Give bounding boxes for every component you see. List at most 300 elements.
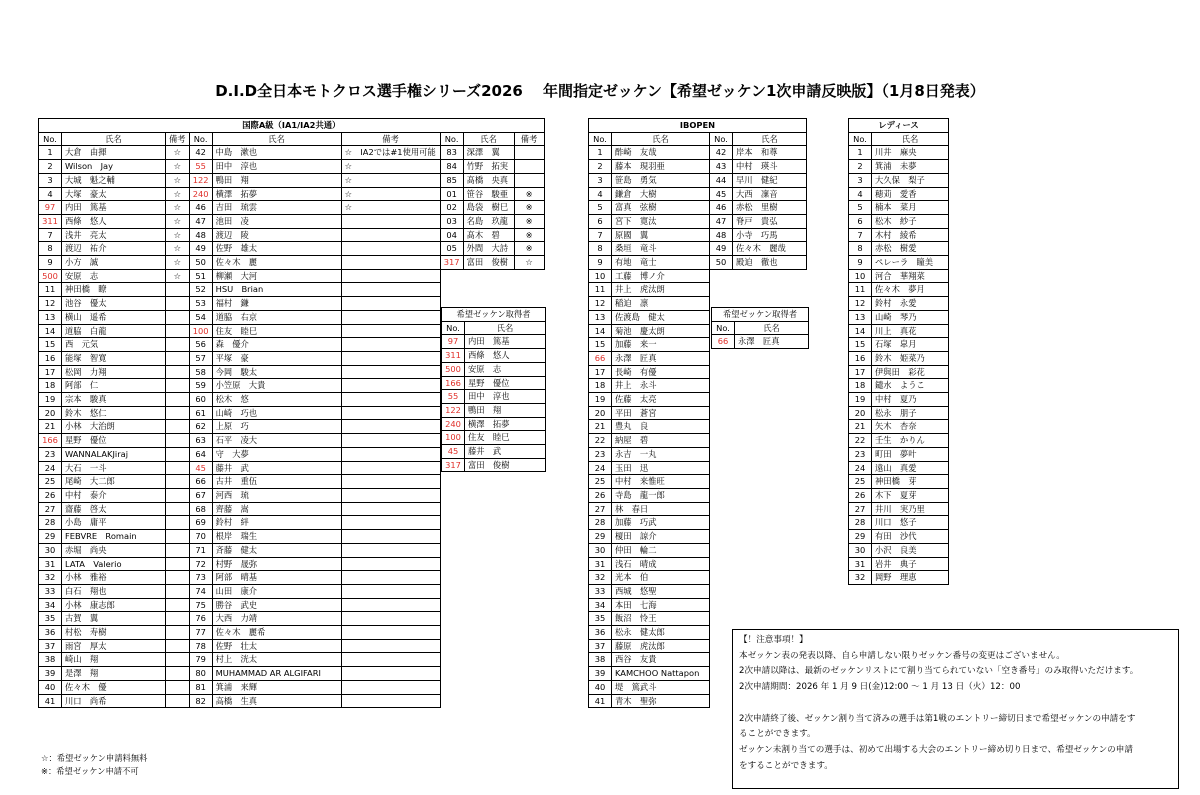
number-cell: 97 [442,335,465,349]
table-row [39,543,545,557]
number-cell: 56 [189,338,212,352]
number-cell: 66 [189,475,212,489]
rider-name: 大石 一斗 [62,461,166,475]
rider-name: 光本 伯 [612,571,710,585]
number-cell: 40 [39,680,62,694]
rider-name: 安原 志 [465,362,546,376]
table-row [39,694,545,708]
number-cell: 7 [589,228,612,242]
empty-cell [440,694,544,708]
rider-name: 中村 来惟旺 [612,475,710,489]
rider-name: 柳瀬 大河 [212,269,341,283]
rider-name: 寺島 龍一郎 [612,488,710,502]
table-row [39,516,545,530]
note-cell: ※ [514,228,544,242]
note-cell: ※ [514,201,544,215]
empty-cell [440,269,544,283]
table-row [39,626,545,640]
empty-cell [440,530,544,544]
rider-name: 渡辺 陵 [212,228,341,242]
number-cell: 18 [849,379,872,393]
empty-cell [440,516,544,530]
number-cell: 12 [849,297,872,311]
empty-cell [440,598,544,612]
empty-cell [710,475,807,489]
table-row [39,557,545,571]
rider-name: 山田 康介 [212,584,341,598]
number-cell: 23 [39,447,62,461]
rider-name: 松木 紗子 [872,214,949,228]
rider-name: 永吉 一丸 [612,447,710,461]
number-cell: 22 [589,434,612,448]
note-cell [166,667,190,681]
note-cell: ☆ [166,187,190,201]
page-title: D.I.D全日本モトクロス選手権シリーズ2026 年間指定ゼッケン【希望ゼッケン1次申請反映版】（1月8日発表） [215,82,985,100]
rider-name: 崎山 翔 [62,653,166,667]
rider-name: 阿部 仁 [62,379,166,393]
number-cell: 25 [589,475,612,489]
rider-name: 尾崎 大二郎 [62,475,166,489]
rider-name: 稲迫 凛 [612,297,710,311]
table-row [589,447,807,461]
rider-name: 佐渡島 健太 [612,310,710,324]
number-cell: 12 [589,297,612,311]
number-cell: 8 [39,242,62,256]
rider-name: 鑓水 ようこ [872,379,949,393]
table-row [849,543,949,557]
number-cell: 84 [440,160,463,174]
table-row [589,187,807,201]
rider-name: 矢木 杏奈 [872,420,949,434]
rider-name: 小林 大治朗 [62,420,166,434]
rider-name: 安原 志 [62,269,166,283]
rider-name: 赤堀 尚央 [62,543,166,557]
table-row [849,187,949,201]
rider-name: 鈴木 悠仁 [62,406,166,420]
notice-box [732,629,1179,789]
empty-cell [440,626,544,640]
number-cell: 77 [189,626,212,640]
table-row [589,584,807,598]
table-row [39,571,545,585]
rider-name: 岡野 理恵 [872,571,949,585]
rider-name: 古賀 翼 [62,612,166,626]
rider-name: 中島 漱也 [212,146,341,160]
rider-name: Wilson Jay [62,160,166,174]
number-cell: 1 [849,146,872,160]
header-no: No. [710,132,733,146]
table-row [849,393,949,407]
table-row [849,502,949,516]
number-cell: 3 [39,173,62,187]
rider-name: 藤原 虎汰郎 [612,639,710,653]
rider-name: 深澤 翼 [463,146,514,160]
number-cell: 03 [440,214,463,228]
table-row [39,639,545,653]
rider-name: 小沢 良美 [872,543,949,557]
number-cell: 46 [189,201,212,215]
table-row [39,680,545,694]
note-cell [341,475,440,489]
note-cell [166,557,190,571]
rider-name: 菊池 慶太朗 [612,324,710,338]
rider-name: 田中 淳也 [212,160,341,174]
number-cell: 71 [189,543,212,557]
note-cell [341,694,440,708]
rider-name: 高橋 生真 [212,694,341,708]
rider-name: 名島 玖龍 [463,214,514,228]
table-row [39,187,545,201]
table-row [849,434,949,448]
header-name: 氏名 [62,132,166,146]
rider-name: 富真 弦樹 [612,201,710,215]
number-cell: 100 [189,324,212,338]
header-name: 氏名 [872,132,949,146]
table-row [442,417,546,431]
number-cell: 4 [849,187,872,201]
number-cell: 37 [589,639,612,653]
table-row [849,475,949,489]
note-cell [166,502,190,516]
empty-cell [710,516,807,530]
note-cell [166,598,190,612]
header-name: 氏名 [733,132,807,146]
table-row [849,571,949,585]
rider-name: 堤 篤武斗 [612,680,710,694]
notice-line: 2次申請以降は、最新のゼッケンリストにて割り当てられていない「空き番号」のみ取得いただけます。 [739,666,1139,677]
empty-cell [440,502,544,516]
number-cell: 9 [39,256,62,270]
table-row [442,445,546,459]
rider-name: 守 大夢 [212,447,341,461]
rider-name: 村上 洸太 [212,653,341,667]
table-row [39,584,545,598]
number-cell: 19 [849,393,872,407]
rider-name: 森 優介 [212,338,341,352]
note-cell [166,584,190,598]
rider-name: 小寺 巧馬 [733,228,807,242]
table-row [39,269,545,283]
rider-name: 壬生 かりん [872,434,949,448]
header-no: No. [849,132,872,146]
note-cell: ☆ [341,173,440,187]
empty-cell [440,584,544,598]
ib-table [588,118,807,708]
rider-name: 齋藤 啓太 [62,502,166,516]
note-cell [341,488,440,502]
number-cell: 28 [39,516,62,530]
number-cell: 54 [189,310,212,324]
table-row [849,447,949,461]
note-cell [166,694,190,708]
rider-name: 宗本 駿真 [62,393,166,407]
note-cell [166,310,190,324]
note-cell: ※ [514,242,544,256]
note-cell [341,365,440,379]
table-row [589,612,807,626]
rider-name: 中村 瑛斗 [733,160,807,174]
notice-line: 本ゼッケン表の発表以降、自ら申請しない限りゼッケン番号の変更はございません。 [739,650,1065,661]
number-cell: 31 [39,557,62,571]
rider-name: 横澤 拓夢 [212,187,341,201]
rider-name: 笹島 勇気 [612,173,710,187]
rider-name: 川井 麻央 [872,146,949,160]
rider-name: 西 元気 [62,338,166,352]
number-cell: 500 [442,362,465,376]
note-cell [341,214,440,228]
number-cell: 8 [589,242,612,256]
number-cell: 36 [589,626,612,640]
note-cell [166,351,190,365]
number-cell: 42 [710,146,733,160]
number-cell: 11 [849,283,872,297]
table-row [589,543,807,557]
hope-title: 希望ゼッケン取得者 [442,308,546,322]
empty-cell [710,502,807,516]
number-cell: 31 [589,557,612,571]
rider-name: 川上 真花 [872,324,949,338]
rider-name: 佐野 壮太 [212,639,341,653]
number-cell: 311 [39,214,62,228]
rider-name: 箕浦 未夢 [872,160,949,174]
table-row [39,283,545,297]
number-cell: 9 [849,256,872,270]
number-cell: 166 [442,376,465,390]
empty-cell [710,379,807,393]
header-note: 備考 [514,132,544,146]
table-row [849,173,949,187]
header-name: 氏名 [463,132,514,146]
ia-hope-table [441,307,546,472]
number-cell: 19 [39,393,62,407]
number-cell: 27 [849,502,872,516]
number-cell: 16 [849,351,872,365]
note-cell [166,338,190,352]
number-cell: 13 [849,310,872,324]
note-cell [341,667,440,681]
rider-name: 佐々木 麗 [212,256,341,270]
rider-name: 西谷 友貴 [612,653,710,667]
table-row [589,393,807,407]
number-cell: 41 [589,694,612,708]
notice-line: ることができます。 [739,729,816,740]
table-row [589,365,807,379]
number-cell: 79 [189,653,212,667]
rider-name: 横山 遥希 [62,310,166,324]
table-row [849,365,949,379]
note-cell [341,571,440,585]
rider-name: LATA Valerio [62,557,166,571]
number-cell: 23 [589,447,612,461]
rider-name: 穂苅 愛香 [872,187,949,201]
number-cell: 75 [189,598,212,612]
note-cell: ☆ [166,160,190,174]
empty-cell [710,447,807,461]
number-cell: 17 [849,365,872,379]
ia-section-title: 国際A級（IA1/IA2共通） [39,119,545,133]
number-cell: 55 [442,390,465,404]
rider-name: 大倉 由揮 [62,146,166,160]
table-row [849,201,949,215]
rider-name: 脊戸 貴弘 [733,214,807,228]
number-cell: 11 [39,283,62,297]
number-cell: 30 [849,543,872,557]
table-row [589,530,807,544]
rider-name: 阿部 晴基 [212,571,341,585]
number-cell: 45 [710,187,733,201]
legend-free: ☆：希望ゼッケン申請料無料 [41,753,148,763]
number-cell: 42 [189,146,212,160]
note-cell [166,393,190,407]
number-cell: 6 [849,214,872,228]
rider-name: 小林 雅裕 [62,571,166,585]
number-cell: 31 [849,557,872,571]
table-row [589,160,807,174]
number-cell: 45 [189,461,212,475]
empty-cell [440,680,544,694]
rider-name: 島袋 樹巳 [463,201,514,215]
number-cell: 2 [849,160,872,174]
table-row [442,431,546,445]
table-row [849,269,949,283]
table-row [442,335,546,349]
table-row [39,488,545,502]
number-cell: 55 [189,160,212,174]
note-cell [166,283,190,297]
number-cell: 52 [189,283,212,297]
note-cell: ☆ [166,242,190,256]
number-cell: 50 [710,256,733,270]
number-cell: 28 [589,516,612,530]
table-row [849,516,949,530]
table-row [589,269,807,283]
table-row [39,612,545,626]
rider-name: 納屋 碧 [612,434,710,448]
note-cell [166,406,190,420]
table-row [589,475,807,489]
number-cell: 04 [440,228,463,242]
empty-cell [440,475,544,489]
empty-cell [710,461,807,475]
note-cell: ☆ [166,173,190,187]
note-cell [166,324,190,338]
note-cell [166,639,190,653]
table-row [849,530,949,544]
note-cell: ☆ [166,214,190,228]
table-row [589,146,807,160]
rider-name: 藤本 現羽亜 [612,160,710,174]
number-cell: 24 [39,461,62,475]
ladies-section-title: レディース [849,119,949,133]
number-cell: 67 [189,488,212,502]
empty-cell [710,365,807,379]
note-cell [341,612,440,626]
table-row [589,256,807,270]
number-cell: 122 [189,173,212,187]
number-cell: 60 [189,393,212,407]
rider-name: 鴨田 翔 [465,403,546,417]
number-cell: 05 [440,242,463,256]
rider-name: 桑垣 竜斗 [612,242,710,256]
empty-cell [710,488,807,502]
table-row [849,146,949,160]
note-cell [341,626,440,640]
number-cell: 18 [589,379,612,393]
rider-name: 佐々木 麗哉 [733,242,807,256]
rider-name: 白石 翔也 [62,584,166,598]
number-cell: 25 [39,475,62,489]
number-cell: 63 [189,434,212,448]
rider-name: 渡辺 祐介 [62,242,166,256]
rider-name: 能塚 智寛 [62,351,166,365]
rider-name: 神田橋 瞭 [62,283,166,297]
rider-name: 住友 睦巳 [212,324,341,338]
header-name: 氏名 [612,132,710,146]
rider-name: 佐々木 麗希 [212,626,341,640]
ib-hope-table [711,307,809,349]
number-cell: 29 [589,530,612,544]
table-row [442,458,546,472]
number-cell: 32 [39,571,62,585]
header-no: No. [712,321,735,335]
table-row [849,283,949,297]
number-cell: 10 [589,269,612,283]
note-cell [341,242,440,256]
table-row [589,351,807,365]
table-row [849,406,949,420]
rider-name: 髙橋 央真 [463,173,514,187]
table-row [39,530,545,544]
number-cell: 500 [39,269,62,283]
table-row [849,242,949,256]
number-cell: 78 [189,639,212,653]
rider-name: 山崎 巧也 [212,406,341,420]
number-cell: 21 [849,420,872,434]
rider-name: 鈴村 永愛 [872,297,949,311]
number-cell: 30 [39,543,62,557]
note-cell [341,420,440,434]
note-cell [341,283,440,297]
number-cell: 14 [849,324,872,338]
note-cell [341,598,440,612]
number-cell: 36 [39,626,62,640]
rider-name: 道脇 右京 [212,310,341,324]
number-cell: 51 [189,269,212,283]
rider-name: 豊丸 良 [612,420,710,434]
rider-name: 外間 大詩 [463,242,514,256]
rider-name: 佐藤 太亮 [612,393,710,407]
number-cell: 14 [589,324,612,338]
table-row [849,488,949,502]
rider-name: 早川 健紀 [733,173,807,187]
header-name: 氏名 [465,321,546,335]
number-cell: 24 [849,461,872,475]
empty-cell [710,598,807,612]
rider-name: 箕浦 来輝 [212,680,341,694]
rider-name: 本田 七海 [612,598,710,612]
rider-name: 仲田 輪二 [612,543,710,557]
rider-name: 雨宮 厚太 [62,639,166,653]
rider-name: 齊藤 嵩 [212,502,341,516]
number-cell: 48 [189,228,212,242]
table-row [849,324,949,338]
empty-cell [710,351,807,365]
note-cell [341,584,440,598]
rider-name: 伊與田 彩花 [872,365,949,379]
table-row [442,376,546,390]
table-row [39,475,545,489]
empty-cell [710,269,807,283]
